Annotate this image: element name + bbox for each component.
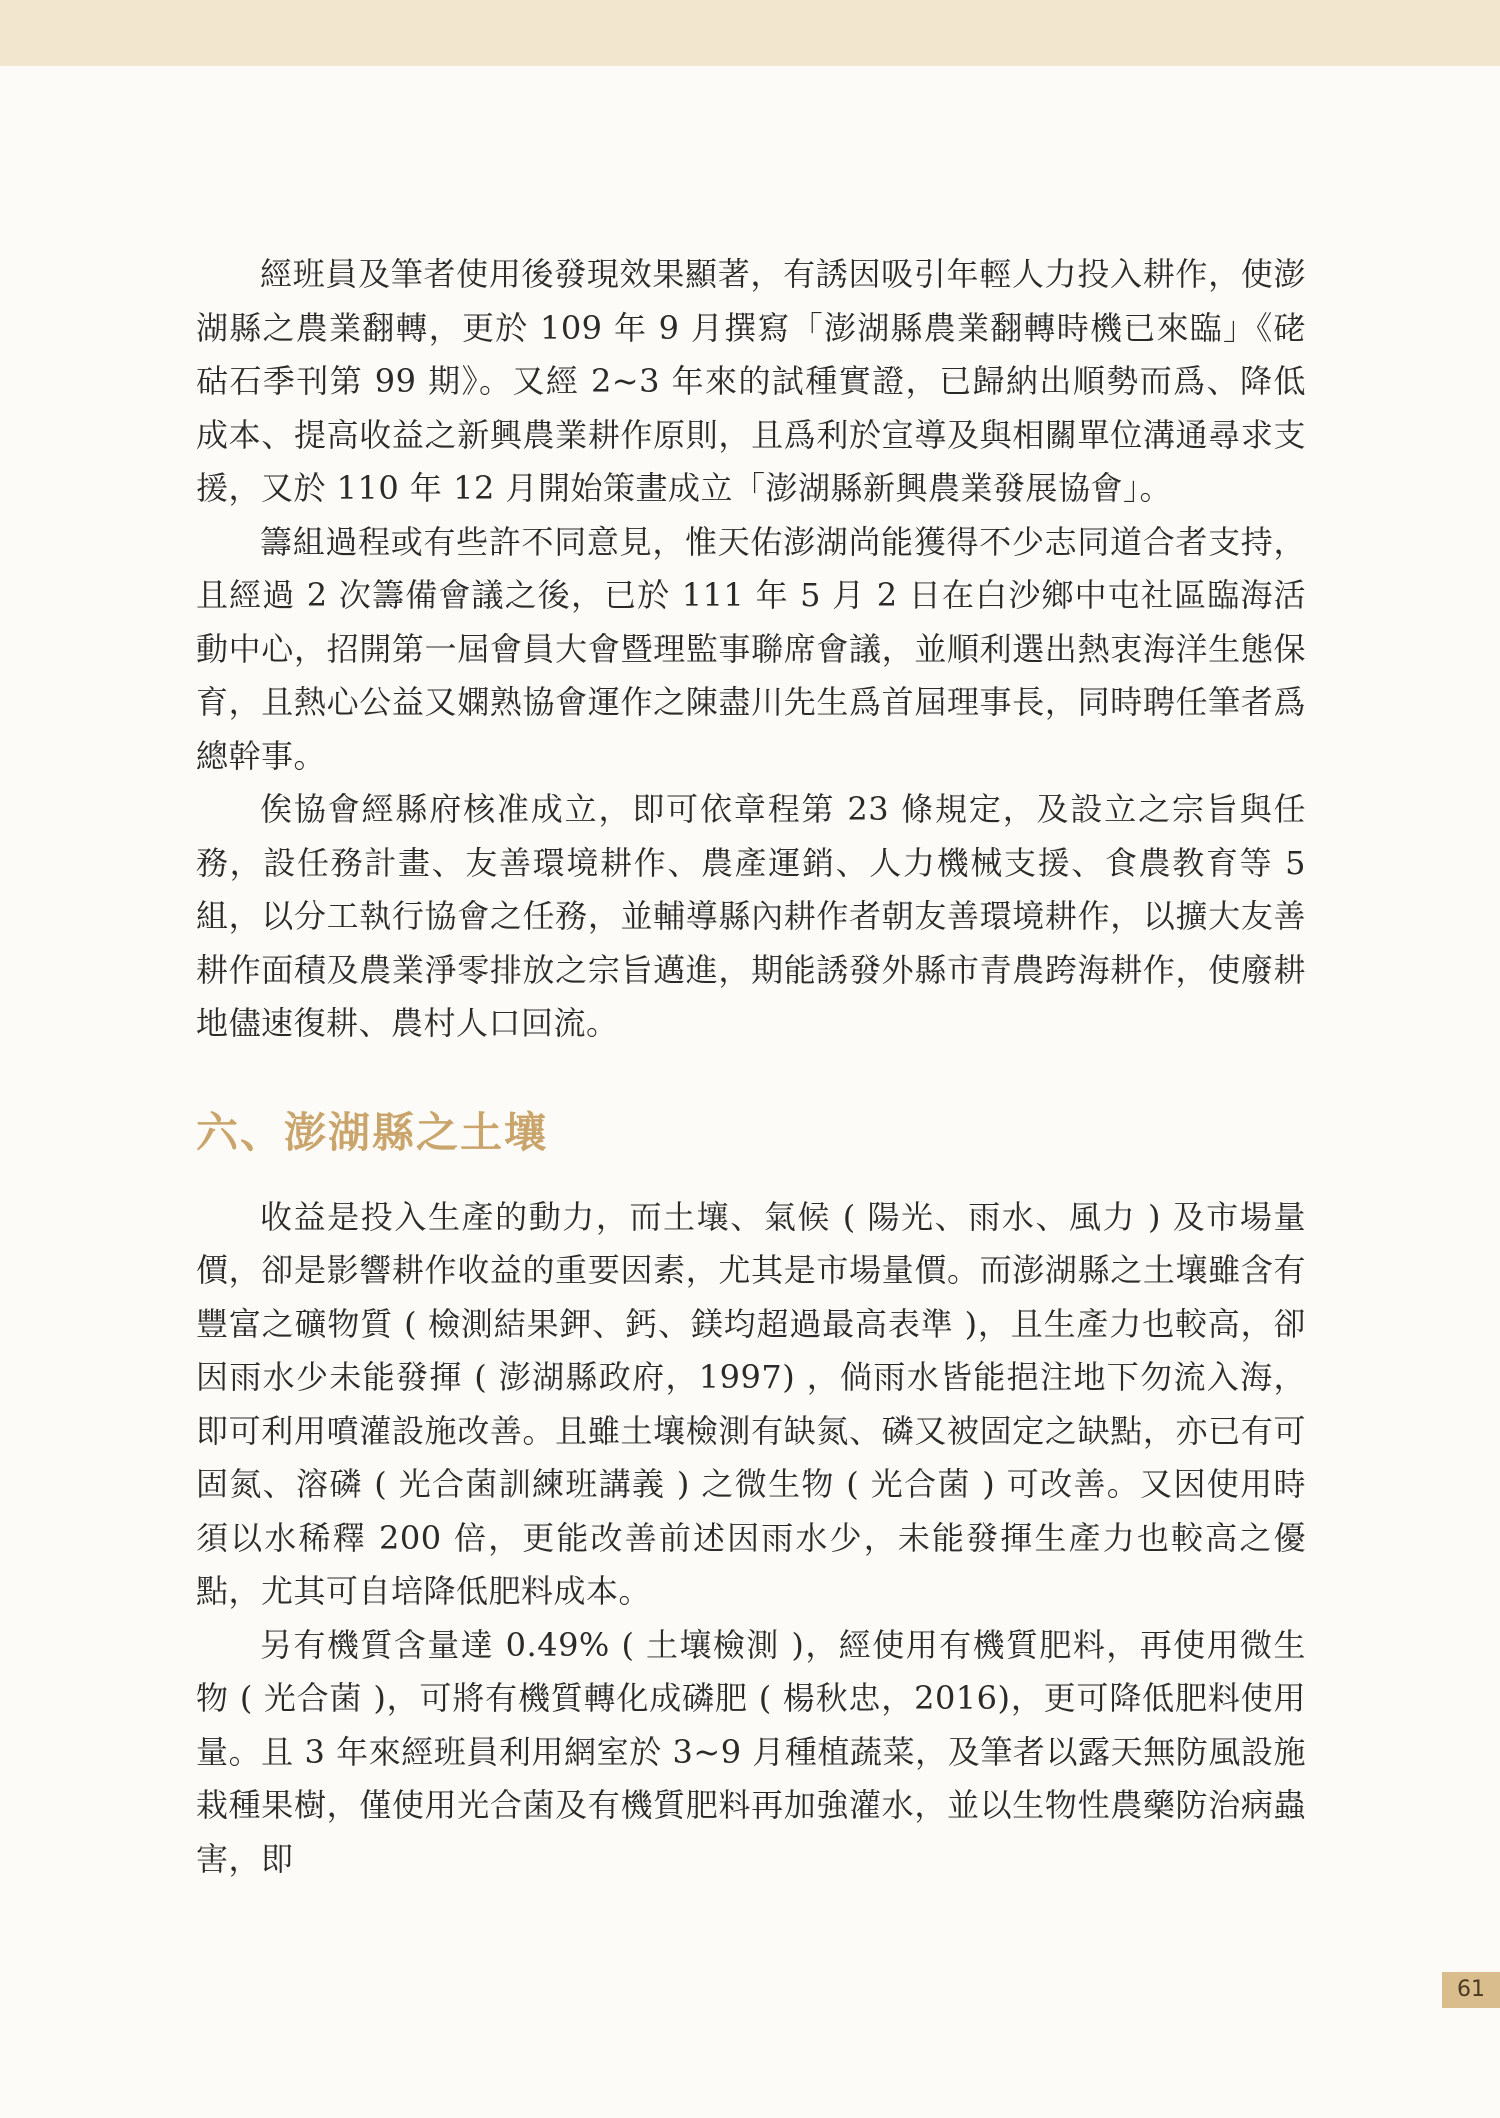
- body-paragraph: 另有機質含量達 0.49% ( 土壤檢測 )，經使用有機質肥料，再使用微生物 ( 光合菌 )，可將有機質轉化成磷肥 ( 楊秋忠，2016)，更可降低肥料使用量。且 3 年來經班員利用網室於 3~9 月種植蔬菜，及筆者以露天無防風設施栽種果樹，僅使用光合菌及有機質肥料再加強灌水，並以生物性農藥防治病蟲害，即: [196, 1625, 1306, 1878]
- section-heading: 六、澎湖縣之土壤: [196, 1107, 549, 1157]
- header-band: [0, 0, 1500, 66]
- body-paragraph: 收益是投入生產的動力，而土壤、氣候 ( 陽光、雨水、風力 ) 及市場量價，卻是影響耕作收益的重要因素，尤其是市場量價。而澎湖縣之土壤雖含有豐富之礦物質 ( 檢測結果鉀、鈣、鎂均超過最高表準 )，且生產力也較高，卻因雨水少未能發揮 ( 澎湖縣政府，1997) ，倘雨水皆能挹注地下勿流入海，即可利用噴灌設施改善。且雖土壤檢測有缺氮、磷又被固定之缺點，亦已有可固氮、溶磷 ( 光合菌訓練班講義 ) 之微生物 ( 光合菌 ) 可改善。又因使用時須以水稀釋 200 倍，更能改善前述因雨水少，未能發揮生產力也較高之優點，尤其可自培降低肥料成本。: [196, 1197, 1306, 1610]
- body-paragraph: 經班員及筆者使用後發現效果顯著，有誘因吸引年輕人力投入耕作，使澎湖縣之農業翻轉，更於 109 年 9 月撰寫「澎湖縣農業翻轉時機已來臨」《硓𥑮石季刊第 99 期》。又經 2~3 年來的試種實證，已歸納出順勢而爲、降低成本、提高收益之新興農業耕作原則，且爲利於宣導及與相關單位溝通尋求支援，又於 110 年 12 月開始策畫成立「澎湖縣新興農業發展協會」。: [196, 255, 1306, 507]
- page-body: [196, 248, 1306, 1886]
- body-paragraph: 籌組過程或有些許不同意見，惟天佑澎湖尚能獲得不少志同道合者支持，且經過 2 次籌備會議之後，已於 111 年 5 月 2 日在白沙鄉中屯社區臨海活動中心，招開第一屆會員大會暨理監事聯席會議，並順利選出熱衷海洋生態保育，且熱心公益又嫻熟協會運作之陳盡川先生爲首屆理事長，同時聘任筆者爲總幹事。: [196, 522, 1306, 775]
- page-number: 61: [1442, 1972, 1500, 2008]
- body-paragraph: 俟協會經縣府核准成立，即可依章程第 23 條規定，及設立之宗旨與任務，設任務計畫、友善環境耕作、農產運銷、人力機械支援、食農教育等 5 組，以分工執行協會之任務，並輔導縣內耕作者朝友善環境耕作，以擴大友善耕作面積及農業淨零排放之宗旨邁進，期能誘發外縣市青農跨海耕作，使廢耕地儘速復耕、農村人口回流。: [196, 790, 1306, 1042]
